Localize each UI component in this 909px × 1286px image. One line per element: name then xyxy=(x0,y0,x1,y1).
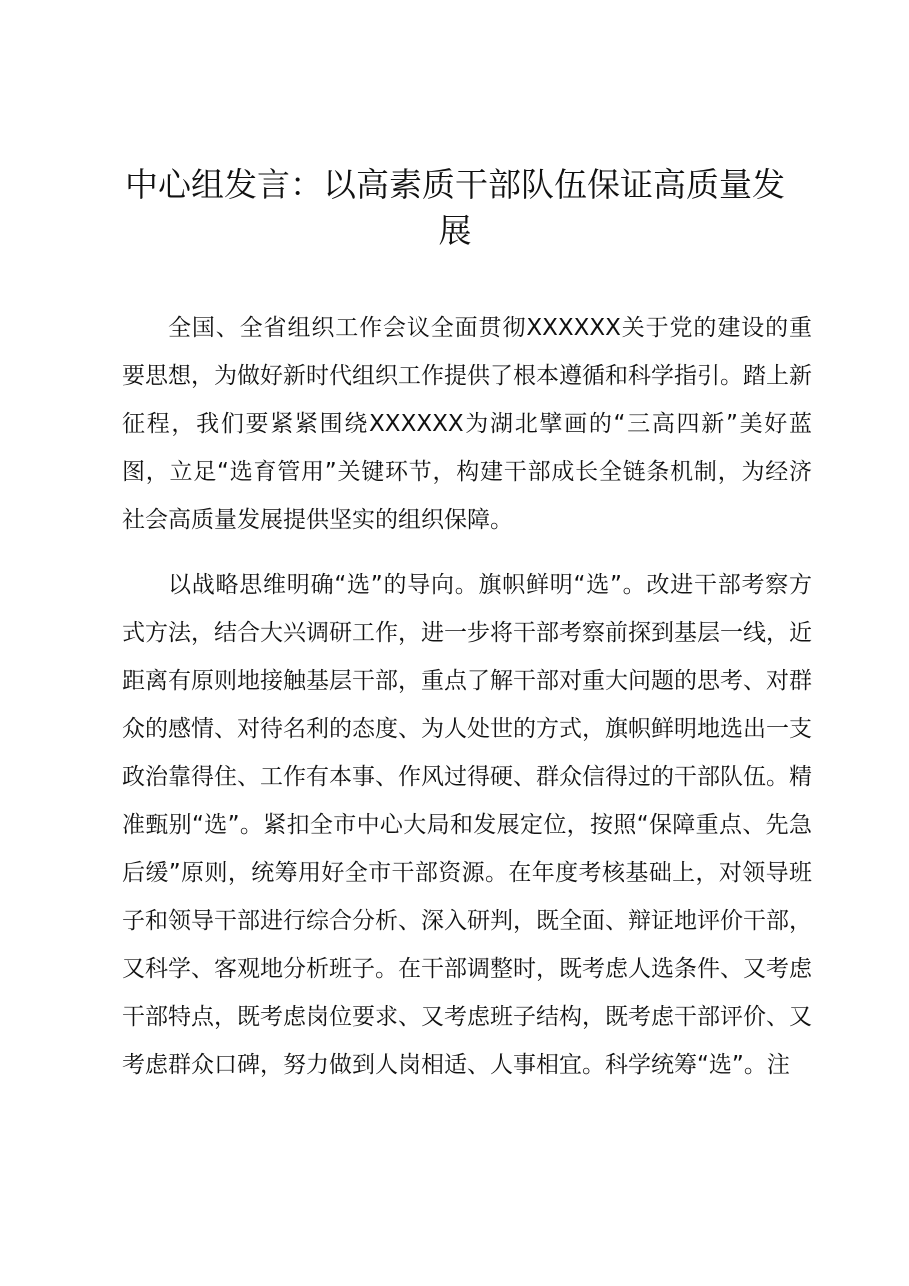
document-body xyxy=(122,304,812,1106)
paragraph-2: 以战略思维明确“选”的导向。旗帜鲜明“选”。改进干部考察方式方法，结合大兴调研工作，进一步将干部考察前探到基层一线，近距离有原则地接触基层干部，重点了解干部对重大问题的思考、对群众的感情、对待名利的态度、为人处世的方式，旗帜鲜明地选出一支政治靠得住、工作有本事、作风过得硬、群众信得过的干部队伍。精准甄别“选”。紧扣全市中心大局和发展定位，按照“保障重点、先急后缓”原则，统筹用好全市干部资源。在年度考核基础上，对领导班子和领导干部进行综合分析、深入研判，既全面、辩证地评价干部，又科学、客观地分析班子。在干部调整时，既考虑人选条件、又考虑干部特点，既考虑岗位要求、又考虑班子结构，既考虑干部评价、又考虑群众口碑，努力做到人岗相适、人事相宜。科学统筹“选”。注 xyxy=(122,572,812,1078)
document-title: 中心组发言：以高素质干部队伍保证高质量发展 xyxy=(125,165,785,250)
paragraph-1: 全国、全省组织工作会议全面贯彻XXXXXX关于党的建设的重要思想，为做好新时代组织工作提供了根本遵循和科学指引。踏上新征程，我们要紧紧围绕XXXXXX为湖北擘画的“三高四新”美好蓝图，立足“选育管用”关键环节，构建干部成长全链条机制，为经济社会高质量发展提供坚实的组织保障。 xyxy=(122,315,812,533)
